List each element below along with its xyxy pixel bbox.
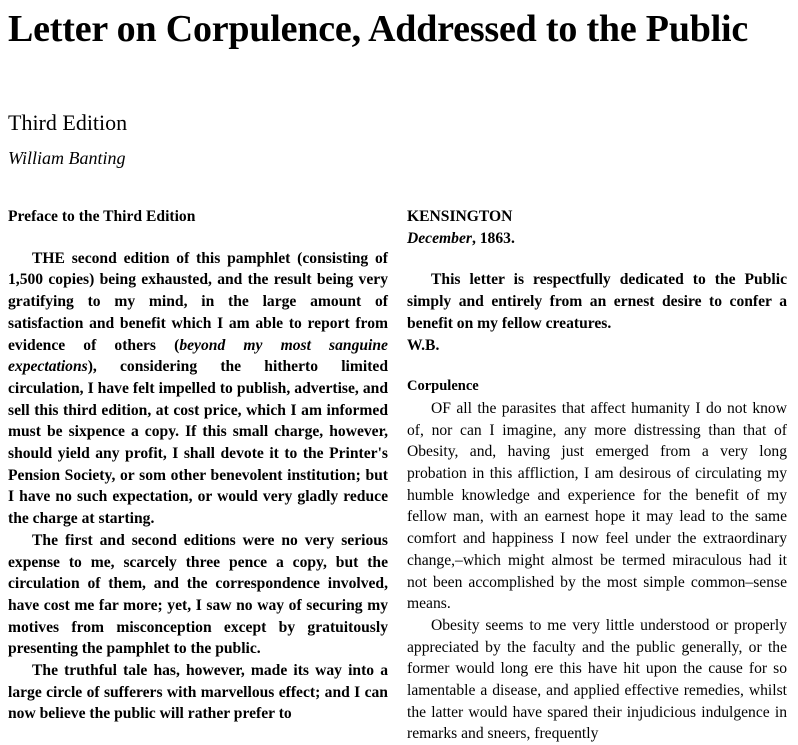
- author-name: William Banting: [8, 148, 126, 168]
- preface-heading: Preface to the Third Edition: [8, 208, 196, 225]
- left-column: [8, 206, 388, 725]
- preface-paragraph-1: [8, 248, 388, 530]
- corpulence-paragraph-1: OF all the parasites that affect humanity I do not know of, nor can I imagine, any more distressing than that of Obesity, and, having just emerged from a very long probation in this affliction, I am desirous of circulating my humble knowledge and experience for the benefit of my fellow man, with an earnest hope it may lead to the same comfort and happiness I now feel under the extraordinary change,–which might almost be termed miraculous had it not been accomplished by the most simple common–sense means.: [407, 399, 787, 613]
- preface-paragraph-1-emphasis: beyond my most sanguine expectations: [8, 336, 388, 376]
- corpulence-heading: Corpulence: [407, 378, 479, 395]
- date-line: [407, 228, 787, 250]
- signature-initials: W.B.: [407, 336, 440, 354]
- document-title: Letter on Corpulence, Addressed to the Public: [8, 8, 749, 50]
- preface-paragraph-1-end: ), considering the hitherto limited circulation, I have felt impelled to publish, advertise, and sell this third edition, at cost price, which I am informed must be sixpence a copy. If this small charge, however, should yield any profit, I shall devote it to the Printer's Pension Society, or som other benevolent institution; but I have no such expectation, or would very gladly reduce the charge at starting.: [8, 358, 388, 528]
- edition-label: Third Edition: [8, 110, 128, 135]
- date-year: , 1863.: [471, 229, 515, 247]
- dedication-text: This letter is respectfully dedicated to the Public simply and entirely from an ernest desire to confer a benefit on my fellow creatures.: [407, 271, 787, 332]
- right-column: [407, 206, 787, 745]
- corpulence-paragraph-2: Obesity seems to me very little understood or properly appreciated by the faculty and the public generally, or the former would long ere this have hit upon the cause for so lamentable a disease, and applied effective remedies, whilst the latter would have spared their injudicious indulgence in remarks and sneers, frequently: [407, 616, 787, 743]
- preface-paragraph-2: The first and second editions were no very serious expense to me, scarcely three pence a copy, but the circulation of them, and the correspondence involved, have cost me far more; yet, I saw no way of securing my motives from misconception except by gratuitously presenting the pamphlet to the public.: [8, 531, 388, 658]
- preface-paragraph-3: The truthful tale has, however, made its way into a large circle of sufferers with marvellous effect; and I can now believe the public will rather prefer to: [8, 662, 388, 723]
- preface-paragraph-1-start: THE second edition of this pamphlet (consisting of 1,500 copies) being exhausted, and the result being very gratifying to my mind, in the large amount of satisfaction and benefit which I am able to report from evidence of others (: [8, 249, 388, 354]
- date-month: December: [407, 229, 472, 247]
- place-name: KENSINGTON: [407, 208, 513, 225]
